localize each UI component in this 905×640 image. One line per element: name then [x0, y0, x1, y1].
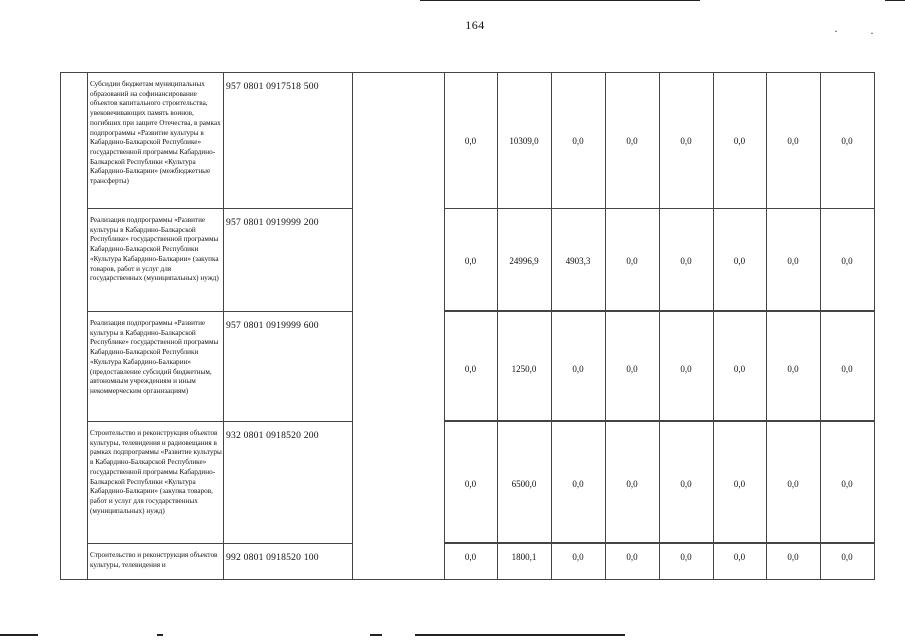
- row-2-value-3: 4903,3: [565, 256, 591, 266]
- row-3-value-2: 1250,0: [511, 364, 537, 374]
- row-sep-3: [87, 421, 352, 422]
- row-2-value-6: 0,0: [733, 256, 746, 266]
- value-col-sep-6: [766, 72, 767, 580]
- row-5-value-5: 0,0: [680, 552, 692, 562]
- row-3-value-4: 0,0: [626, 364, 638, 374]
- row-4-value-8: 0,0: [841, 479, 853, 489]
- row-2-value-1: 0,0: [464, 256, 477, 266]
- row-3-description: Реализация подпрограммы «Развитие культуры в Кабардино-Балкарской Республике» государственной программы Кабардино-Балкарской Республики «Культура Кабардино-Балкарии» (предоставление субсидий бюджетным, автономным учреждениям и иным некоммерческим организациям): [90, 319, 219, 395]
- row-5-value-7: 0,0: [787, 552, 799, 562]
- row-3-value-6: 0,0: [733, 364, 746, 374]
- scan-artifact-bottom-2: [157, 634, 163, 636]
- scan-artifact-bottom-3: [370, 634, 382, 636]
- row-5-value-8: 0,0: [841, 552, 853, 562]
- row-5-value-2: 1800,1: [511, 552, 537, 562]
- col-border-2: [223, 72, 224, 580]
- row-1-value-2: 10309,0: [509, 136, 539, 146]
- corner-mark-right: ·: [870, 26, 874, 40]
- row-5-value-4: 0,0: [626, 552, 638, 562]
- row-5-value-1: 0,0: [464, 552, 477, 562]
- value-col-sep-2: [551, 72, 552, 580]
- row-4-value-6: 0,0: [733, 479, 746, 489]
- row-3-value-7: 0,0: [787, 364, 799, 374]
- col-border-3: [352, 72, 353, 580]
- row-3-code: 957 0801 0919999 600: [226, 320, 319, 331]
- row-4-value-2: 6500,0: [511, 479, 537, 489]
- row-3-value-3: 0,0: [572, 364, 584, 374]
- row-sep-4: [87, 543, 352, 544]
- row-1-value-1: 0,0: [464, 136, 477, 146]
- row-1-value-8: 0,0: [841, 136, 853, 146]
- value-col-sep-1: [497, 72, 498, 580]
- row-2-code: 957 0801 0919999 200: [226, 217, 319, 228]
- value-col-sep-5: [713, 72, 714, 580]
- row-2-value-5: 0,0: [680, 256, 692, 266]
- row-3-value-8: 0,0: [841, 364, 853, 374]
- row-2-value-7: 0,0: [787, 256, 799, 266]
- row-4-value-4: 0,0: [626, 479, 638, 489]
- scan-artifact-bottom-1: [0, 634, 38, 636]
- value-col-sep-3: [605, 72, 606, 580]
- row-1-value-6: 0,0: [733, 136, 746, 146]
- scan-artifact-bottom-4: [415, 634, 625, 636]
- row-1-value-7: 0,0: [787, 136, 799, 146]
- row-2-description: Реализация подпрограммы «Развитие культуры в Кабардино-Балкарской Республике» государственной программы Кабардино-Балкарской Республики «Культура Кабардино-Балкарии» (закупка товаров, работ и услуг для государственных (муниципальных) нужд): [90, 216, 219, 283]
- row-sep-2: [87, 311, 352, 312]
- row-2-value-8: 0,0: [841, 256, 853, 266]
- value-col-sep-7: [820, 72, 821, 580]
- row-5-value-3: 0,0: [572, 552, 584, 562]
- corner-mark-left: ·: [834, 24, 838, 38]
- value-col-sep-4: [659, 72, 660, 580]
- scan-artifact-top-right: [885, 0, 905, 1]
- row-1-value-3: 0,0: [572, 136, 584, 146]
- row-4-value-3: 0,0: [572, 479, 584, 489]
- row-4-value-1: 0,0: [464, 479, 477, 489]
- row-3-value-5: 0,0: [680, 364, 692, 374]
- row-1-value-4: 0,0: [626, 136, 638, 146]
- row-1-description: Субсидии бюджетам муниципальных образований на софинансирование объектов капитального строительства, увековечивающих память воинов, погибших при защите Отечества, в рамках подпрограммы «Развитие культуры в Кабардино-Балкарской Республике» государственной программы Кабардино-Балкарской Республики «Культура Кабардино-Балкарии» (межбюджетные трансферты): [90, 80, 221, 186]
- row-4-code: 932 0801 0918520 200: [226, 430, 319, 441]
- row-1-value-5: 0,0: [680, 136, 692, 146]
- row-4-description: Строительство и реконструкция объектов культуры, телевидения и радиовещания в рамках подпрограммы «Развитие культуры в Кабардино-Балкарской Республике» государственной программы Кабардино-Балкарской Республики «Культура Кабардино-Балкарии» (закупка товаров, работ и услуг для государственных (муниципальных) нужд): [90, 429, 222, 515]
- row-2-value-4: 0,0: [626, 256, 638, 266]
- row-5-description: Строительство и реконструкция объектов культуры, телевидения и: [90, 551, 218, 569]
- col-border-0: [60, 72, 61, 580]
- scan-artifact-top: [420, 0, 700, 1]
- row-4-value-5: 0,0: [680, 479, 692, 489]
- row-5-code: 992 0801 0918520 100: [226, 552, 319, 563]
- page-number: 164: [465, 18, 485, 32]
- row-3-value-1: 0,0: [464, 364, 477, 374]
- row-sep-1: [87, 208, 352, 209]
- row-1-code: 957 0801 0917518 500: [226, 81, 319, 92]
- row-5-value-6: 0,0: [733, 552, 746, 562]
- row-2-value-2: 24996,9: [509, 256, 539, 266]
- row-4-value-7: 0,0: [787, 479, 799, 489]
